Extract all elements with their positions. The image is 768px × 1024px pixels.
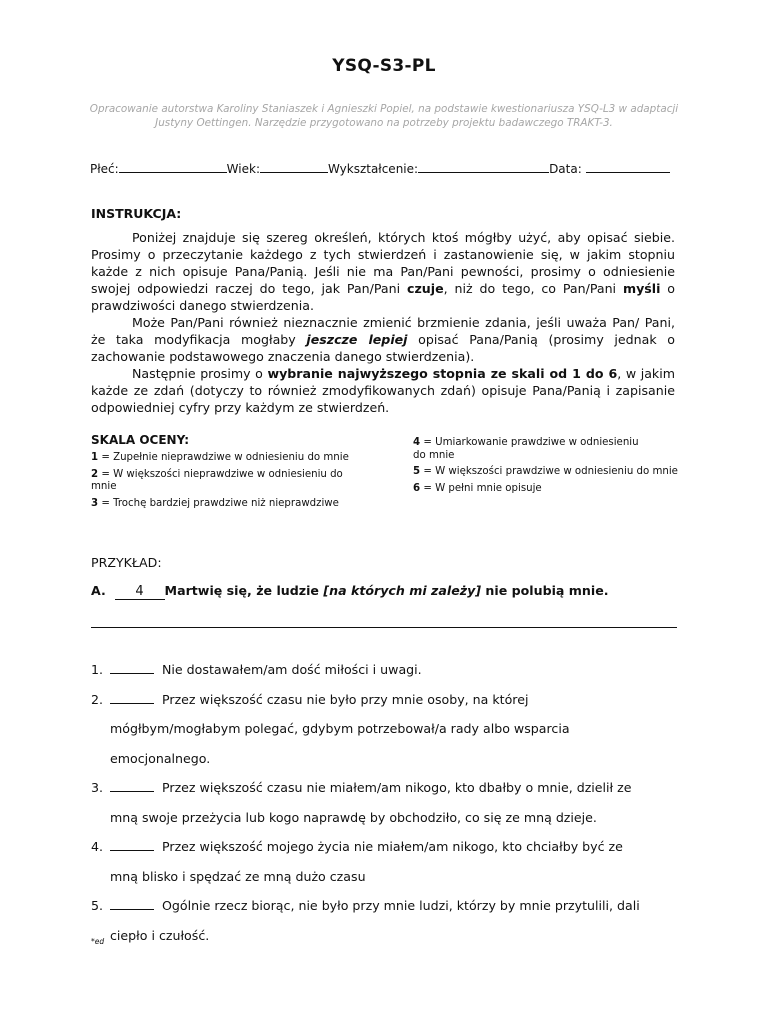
question-text: Nie dostawałem/am dość miłości i uwagi. (162, 662, 422, 677)
scale-heading: SKALA OCENY: (91, 433, 190, 447)
instr-p2-italic: jeszcze lepiej (306, 332, 408, 347)
question-number: 4. (91, 839, 104, 854)
subtitle-line-2: Justyny Oettingen. Narzędzie przygotowano na potrzeby projektu badawczego TRAKT-3. (155, 117, 613, 129)
question-text-continued: emocjonalnego. (110, 750, 211, 766)
instr-p2-text-b: opisać Pana/Panią (prosimy jednak o zachowanie podstawowego znaczenia danego stwierdzenia). (91, 332, 676, 364)
scale-item (91, 469, 363, 494)
field-label-data: Data: (549, 162, 582, 176)
scale-item-text: = Zupełnie nieprawdziwe w odniesieniu do mnie (98, 452, 349, 463)
example-answer: 4 (115, 585, 165, 600)
instr-p3-text-b: , w jakim każde ze zdań (dotyczy to również zmodyfikowanych zdań) opisuje Pana/Panią i zapisanie odpowiedniej cyfry przy każdym ze stwierdzeń. (91, 366, 675, 415)
instruction-paragraph-1 (91, 229, 675, 314)
scale-item-number: 4 (413, 437, 421, 448)
instr-p1-bold-mysli: myśli (622, 281, 661, 296)
instr-p3-text-a: Następnie prosimy o (132, 366, 268, 381)
question-text-continued: ciepło i czułość. (110, 927, 210, 943)
scale-item-number: 5 (413, 466, 421, 477)
scale-right-column (413, 437, 693, 499)
instr-p1-text-c: o prawdziwości danego stwierdzenia. (91, 281, 676, 313)
field-label-plec: Płeć: (90, 162, 119, 176)
instruction-paragraph-3 (91, 365, 675, 416)
question-item (91, 655, 691, 685)
subtitle-line-1: Opracowanie autorstwa Karoliny Staniaszek i Agnieszki Popiel, na podstawie kwestionariusza YSQ-L3 w adaptacji (89, 103, 679, 115)
instruction-text (91, 229, 675, 416)
scale-item-text: = W większości prawdziwe w odniesieniu do mnie (420, 466, 678, 477)
plec-input[interactable] (119, 161, 227, 173)
question-text-continued: mną blisko i spędzać ze mną dużo czasu (110, 868, 366, 884)
question-text: Przez większość czasu nie było przy mnie osoby, na której (162, 691, 529, 707)
example-letter: A. (91, 583, 106, 598)
question-item (91, 832, 691, 891)
footer-note: *ed (91, 937, 105, 946)
question-number: 2. (91, 691, 104, 707)
scale-item (91, 498, 363, 511)
example-text-a: Martwię się, że ludzie (164, 583, 324, 598)
scale-item-text: = W większości nieprawdziwe w odniesieniu do mnie (91, 468, 343, 492)
scale-item (413, 483, 693, 496)
document-title: YSQ-S3-PL (332, 56, 436, 76)
scale-item (413, 466, 693, 479)
answer-input[interactable] (110, 661, 154, 674)
scale-item-number: 2 (91, 468, 99, 480)
question-number: 1. (91, 662, 104, 677)
question-text: Przez większość czasu nie miałem/am nikogo, kto dbałby o mnie, dzielił ze (162, 780, 632, 795)
instr-p2-text-a: Może Pan/Pani również nieznacznie zmienić brzmienie zdania, jeśli uważa Pan/ Pani, że taka modyfikacja mogłaby (91, 315, 675, 347)
scale-item (91, 452, 363, 465)
wiek-input[interactable] (260, 161, 328, 173)
example-text-italic: [na których mi zależy] (323, 583, 482, 598)
wyksztalcenie-input[interactable] (418, 161, 549, 173)
question-item (91, 685, 691, 774)
instruction-heading: INSTRUKCJA: (91, 206, 182, 221)
question-text-continued: mógłbym/mogłabym polegać, gdybym potrzebował/a rady albo wsparcia (110, 721, 570, 736)
answer-input[interactable] (110, 897, 154, 910)
answer-input[interactable] (110, 691, 154, 704)
scale-item-text: = W pełni mnie opisuje (420, 482, 542, 494)
instruction-paragraph-2 (91, 314, 675, 365)
scale-item-text: = Umiarkowanie prawdziwe w odniesieniu do mnie (413, 437, 639, 461)
scale-item-number: 3 (91, 497, 99, 509)
document-subtitle (86, 102, 682, 130)
section-divider (91, 627, 677, 628)
question-text-continued: mną swoje przeżycia lub kogo naprawdę by obchodziło, co się ze mną dzieje. (110, 809, 597, 825)
data-input[interactable] (586, 161, 670, 173)
scale-item-text: = Trochę bardziej prawdziwe niż nieprawdziwe (98, 497, 339, 509)
scale-item (413, 437, 653, 462)
scale-item-number: 6 (413, 482, 421, 494)
example-text-b: nie polubią mnie. (481, 583, 609, 598)
field-label-wiek: Wiek: (226, 162, 260, 176)
question-number: 5. (91, 898, 104, 913)
scale-item-number: 1 (91, 452, 99, 463)
question-text: Ogólnie rzecz biorąc, nie było przy mnie ludzi, którzy by mnie przytulili, dali (162, 898, 640, 913)
respondent-fields (90, 161, 690, 176)
answer-input[interactable] (110, 779, 154, 792)
scale-left-column (91, 452, 363, 514)
question-list (91, 655, 691, 950)
question-item (91, 773, 691, 832)
instr-p1-text-a: Poniżej znajduje się szereg określeń, których ktoś mógłby użyć, aby opisać siebie. Prosimy o przeczytanie każdego z tych stwierdzeń i zastanowienie się, w jakim stopniu każde z nich opisuje Pana/Panią. Jeśli nie ma Pan/Pani pewności, prosimy o odniesienie swojej odpowiedzi raczej do tego, jak Pan/Pani (91, 230, 675, 296)
question-item (91, 891, 691, 950)
answer-input[interactable] (110, 838, 154, 851)
example-heading: PRZYKŁAD: (91, 555, 162, 570)
example-item (91, 583, 609, 600)
instr-p1-bold-czuje: czuje (407, 281, 444, 296)
instr-p1-text-b: , niż do tego, co Pan/Pani (443, 281, 623, 296)
field-label-wyksztalcenie: Wykształcenie: (327, 162, 419, 176)
question-number: 3. (91, 780, 104, 795)
instr-p3-bold: wybranie najwyższego stopnia ze skali od 1 do 6 (267, 366, 618, 381)
question-text: Przez większość mojego życia nie miałem/am nikogo, kto chciałby być ze (162, 839, 623, 854)
